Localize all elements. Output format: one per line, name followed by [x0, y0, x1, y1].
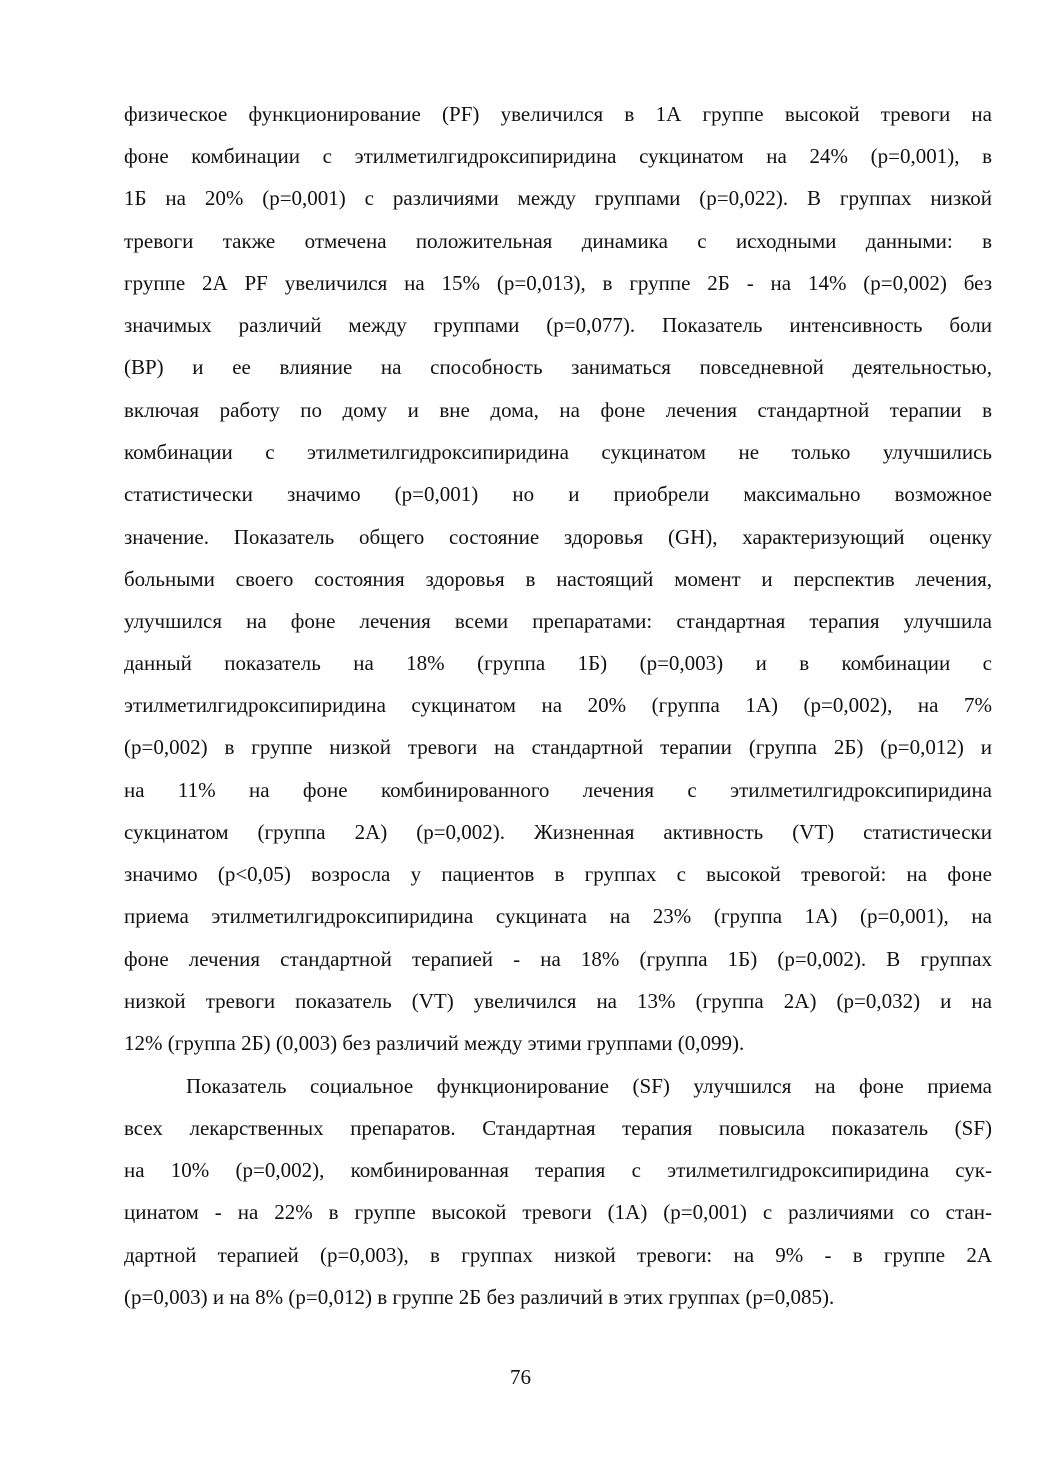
paragraph-1-line: 12% (группа 2Б) (0,003) без различий между этими группами (0,099).: [124, 1031, 745, 1055]
paragraph-1-line: физическое функционирование (PF) увеличился в 1А группе высокой тревоги на: [124, 102, 992, 126]
paragraph-1-line: приема этилметилгидроксипиридина сукцината на 23% (группа 1А) (p=0,001), на: [124, 904, 992, 928]
paragraph-2-line: (p=0,003) и на 8% (p=0,012) в группе 2Б без различий в этих группах (p=0,085).: [124, 1285, 835, 1309]
paragraph-2-line: дартной терапией (p=0,003), в группах низкой тревоги: на 9% - в группе 2А: [124, 1243, 992, 1267]
paragraph-1-line: фоне лечения стандартной терапией - на 18% (группа 1Б) (p=0,002). В группах: [124, 947, 992, 971]
paragraph-1-line: комбинации с этилметилгидроксипиридина сукцинатом не только улучшились: [124, 440, 992, 464]
paragraph-1-line: тревоги также отмечена положительная динамика с исходными данными: в: [124, 229, 992, 253]
paragraph-1-line: статистически значимо (p=0,001) но и приобрели максимально возможное: [124, 482, 992, 506]
paragraph-1-line: данный показатель на 18% (группа 1Б) (p=0,003) и в комбинации с: [124, 651, 992, 675]
paragraph-2-line: Показатель социальное функционирование (SF) улучшился на фоне приема: [186, 1074, 992, 1098]
paragraph-1-line: значимых различий между группами (p=0,077). Показатель интенсивность боли: [124, 313, 992, 337]
paragraph-2-line: всех лекарственных препаратов. Стандартная терапия повысила показатель (SF): [124, 1116, 992, 1140]
page-number: 76: [510, 1365, 531, 1389]
paragraph-1-line: значение. Показатель общего состояние здоровья (GH), характеризующий оценку: [124, 525, 992, 549]
paragraph-1-line: (p=0,002) в группе низкой тревоги на стандартной терапии (группа 2Б) (p=0,012) и: [124, 735, 992, 759]
paragraph-1-line: улучшился на фоне лечения всеми препаратами: стандартная терапия улучшила: [124, 609, 992, 633]
paragraph-1-line: фоне комбинации с этилметилгидроксипиридина сукцинатом на 24% (p=0,001), в: [124, 144, 992, 168]
paragraph-2-line: цинатом - на 22% в группе высокой тревоги (1А) (p=0,001) с различиями со стан-: [124, 1200, 992, 1224]
paragraph-1-line: на 11% на фоне комбинированного лечения с этилметилгидроксипиридина: [124, 778, 992, 802]
paragraph-1-line: 1Б на 20% (p=0,001) с различиями между группами (p=0,022). В группах низкой: [124, 186, 992, 210]
paragraph-1-line: включая работу по дому и вне дома, на фоне лечения стандартной терапии в: [124, 398, 992, 422]
paragraph-1-line: сукцинатом (группа 2А) (p=0,002). Жизненная активность (VT) статистически: [124, 820, 992, 844]
paragraph-1-line: группе 2А PF увеличился на 15% (p=0,013), в группе 2Б - на 14% (p=0,002) без: [124, 271, 992, 295]
paragraph-1-line: (BP) и ее влияние на способность заниматься повседневной деятельностью,: [124, 355, 992, 379]
paragraph-1-line: больными своего состояния здоровья в настоящий момент и перспектив лечения,: [124, 567, 992, 591]
paragraph-2-line: на 10% (p=0,002), комбинированная терапия с этилметилгидроксипиридина сук-: [124, 1158, 992, 1182]
paragraph-1-line: низкой тревоги показатель (VT) увеличился на 13% (группа 2А) (p=0,032) и на: [124, 989, 992, 1013]
paragraph-1-line: этилметилгидроксипиридина сукцинатом на 20% (группа 1А) (p=0,002), на 7%: [124, 693, 992, 717]
paragraph-1-line: значимо (p<0,05) возросла у пациентов в группах с высокой тревогой: на фоне: [124, 862, 992, 886]
